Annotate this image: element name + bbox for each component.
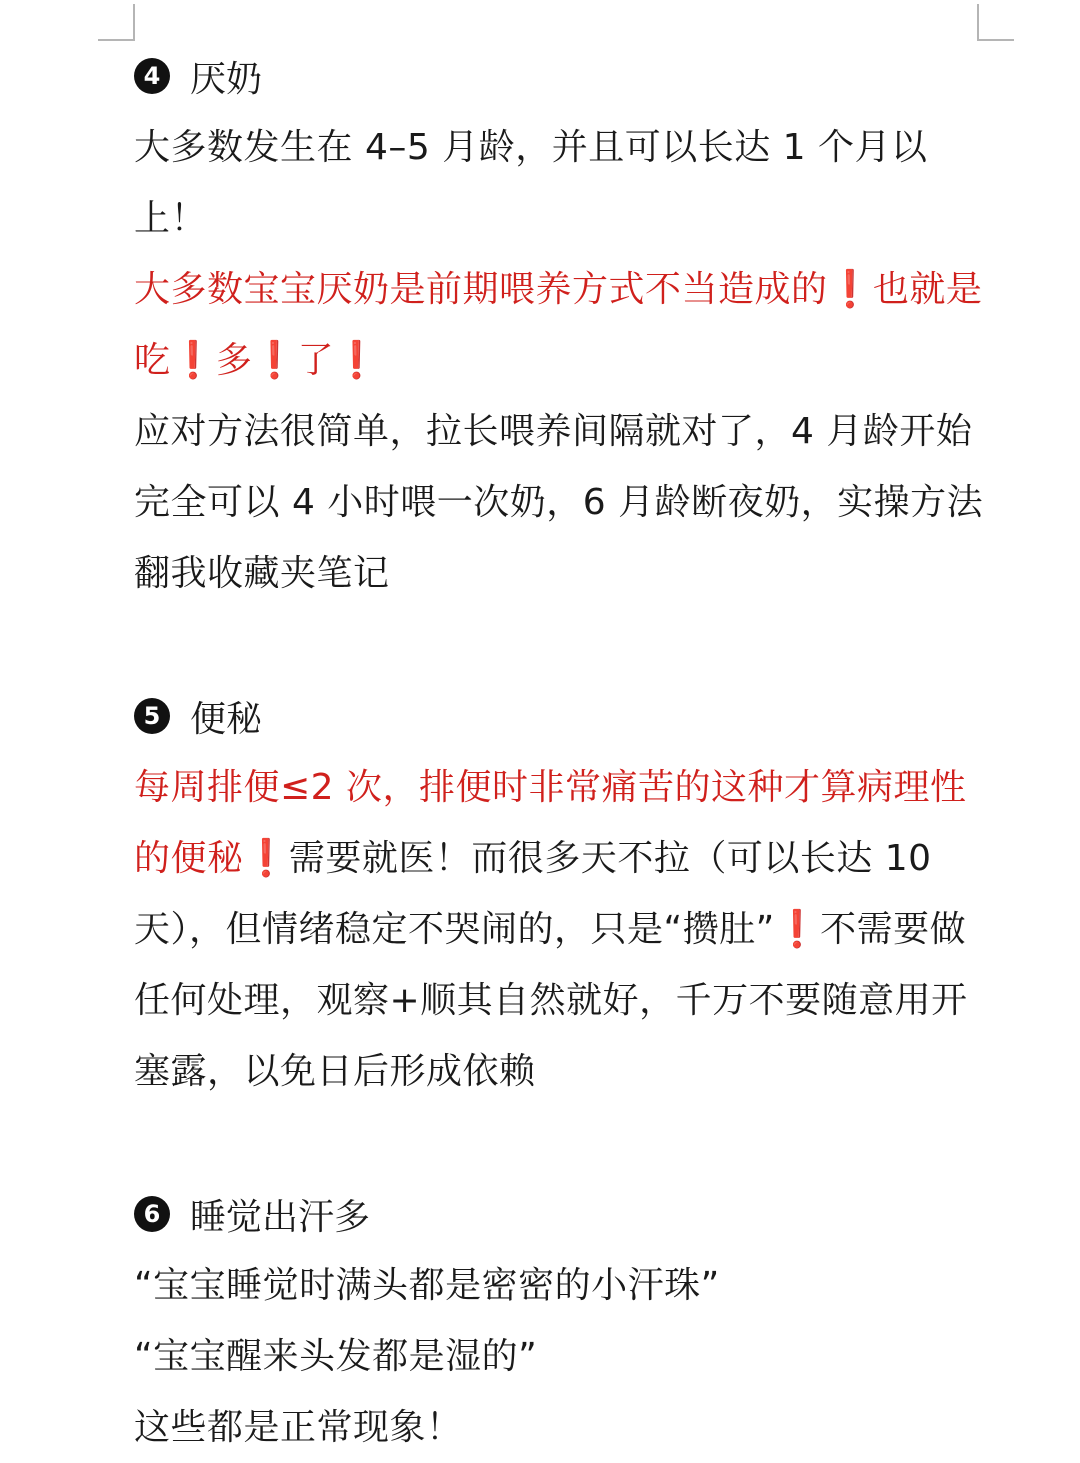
paragraph-text: 不需要做任何处理，观察+顺其自然就好，千万不要随意用开塞露，以免日后形成依赖 <box>134 909 968 1092</box>
section-heading <box>134 1178 994 1250</box>
section-heading <box>134 680 994 752</box>
number-badge-icon: 5 <box>134 698 170 734</box>
paragraph-highlight: 每周排便≤2 次，排便时非常痛苦的这种才算病理性的便秘❗️ <box>134 767 967 879</box>
section-5 <box>134 680 994 1107</box>
spacer <box>134 1107 994 1178</box>
section-heading <box>134 40 994 112</box>
number-badge-icon: 6 <box>134 1196 170 1232</box>
paragraph-highlight: 大多数宝宝厌奶是前期喂养方式不当造成的❗️也就是吃❗️多❗️了❗️ <box>134 269 983 381</box>
crop-mark-left-icon <box>98 4 135 41</box>
paragraph: 大多数发生在 4–5 月龄，并且可以长达 1 个月以上！ <box>134 127 928 239</box>
exclamation-mark: ❗️ <box>774 909 821 950</box>
paragraph-text: 需要就医！而很多天不拉（可以长达 10 天），但情绪稳定不哭闹的，只是“攒肚” <box>134 838 932 950</box>
section-4 <box>134 40 994 609</box>
section-6 <box>134 1178 994 1463</box>
paragraph: 这些都是正常现象！ <box>134 1407 463 1448</box>
paragraph: “宝宝睡觉时满头都是密密的小汗珠” <box>134 1265 720 1306</box>
number-badge-icon: 4 <box>134 58 170 94</box>
paragraph: “宝宝醒来头发都是湿的” <box>134 1336 538 1377</box>
paragraph <box>134 752 994 1107</box>
document-body <box>134 40 994 1463</box>
section-title: 便秘 <box>190 698 263 740</box>
section-title: 厌奶 <box>190 58 263 100</box>
crop-mark-right-icon <box>977 4 1014 41</box>
paragraph: 应对方法很简单，拉长喂养间隔就对了，4 月龄开始完全可以 4 小时喂一次奶，6 月龄断夜奶，实操方法翻我收藏夹笔记 <box>134 411 984 594</box>
spacer <box>134 609 994 680</box>
section-title: 睡觉出汗多 <box>190 1196 371 1238</box>
